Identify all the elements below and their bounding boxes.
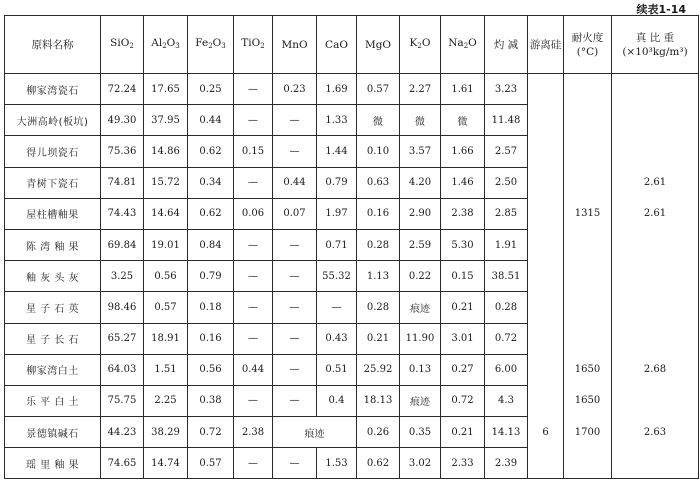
cell-tio2: — bbox=[234, 74, 273, 105]
cell-density bbox=[612, 385, 699, 416]
cell-cao: 1.33 bbox=[317, 105, 357, 136]
cell-mgo: 微 bbox=[357, 105, 400, 136]
cell-mgo: 0.16 bbox=[357, 198, 400, 229]
cell-k2o: 4.20 bbox=[400, 167, 441, 198]
cell-tio2: — bbox=[234, 292, 273, 323]
cell-fe2o3: 0.72 bbox=[188, 417, 234, 448]
header-tio2: TiO$_2$ bbox=[234, 16, 273, 74]
cell-fe2o3: 0.57 bbox=[188, 448, 234, 479]
cell-name: 釉 灰 头 灰 bbox=[5, 261, 101, 292]
table-row bbox=[5, 167, 699, 198]
cell-free-silicon bbox=[528, 323, 564, 354]
cell-fe2o3: 0.44 bbox=[188, 105, 234, 136]
cell-cao: 1.97 bbox=[317, 198, 357, 229]
cell-mgo: 0.26 bbox=[357, 417, 400, 448]
header-loss: 灼 减 bbox=[485, 16, 528, 74]
cell-mno: 0.44 bbox=[273, 167, 317, 198]
cell-k2o: 2.59 bbox=[400, 229, 441, 260]
cell-mgo: 0.57 bbox=[357, 74, 400, 105]
cell-cao: 1.53 bbox=[317, 448, 357, 479]
cell-free-silicon bbox=[528, 229, 564, 260]
table-row bbox=[5, 292, 699, 323]
cell-al2o3: 1.51 bbox=[144, 354, 188, 385]
cell-sio2: 49.30 bbox=[101, 105, 144, 136]
cell-k2o: 微 bbox=[400, 105, 441, 136]
cell-name: 乐 平 白 土 bbox=[5, 385, 101, 416]
cell-name: 柳家湾白土 bbox=[5, 354, 101, 385]
cell-na2o: 1.46 bbox=[441, 167, 485, 198]
table-row bbox=[5, 136, 699, 167]
cell-fe2o3: 0.18 bbox=[188, 292, 234, 323]
cell-fe2o3: 0.56 bbox=[188, 354, 234, 385]
header-name: 原料名称 bbox=[5, 16, 101, 74]
table-row bbox=[5, 385, 699, 416]
cell-refractoriness bbox=[564, 167, 612, 198]
header-refractoriness-unit: (°C) bbox=[576, 45, 599, 58]
cell-refractoriness bbox=[564, 448, 612, 479]
cell-mno: 0.23 bbox=[273, 74, 317, 105]
cell-na2o: 2.38 bbox=[441, 198, 485, 229]
cell-mno: — bbox=[273, 385, 317, 416]
header-free-silicon: 游离硅 bbox=[528, 16, 564, 74]
cell-density bbox=[612, 105, 699, 136]
cell-density bbox=[612, 136, 699, 167]
cell-density bbox=[612, 323, 699, 354]
cell-tio2: 2.38 bbox=[234, 417, 273, 448]
cell-k2o: 痕迹 bbox=[400, 385, 441, 416]
cell-mgo: 0.10 bbox=[357, 136, 400, 167]
cell-mno: — bbox=[273, 448, 317, 479]
cell-name: 屋柱槽釉果 bbox=[5, 198, 101, 229]
cell-cao: 0.4 bbox=[317, 385, 357, 416]
cell-free-silicon bbox=[528, 292, 564, 323]
cell-density bbox=[612, 261, 699, 292]
header-mno: MnO bbox=[273, 16, 317, 74]
cell-free-silicon: 6 bbox=[528, 417, 564, 448]
cell-loss: 0.28 bbox=[485, 292, 528, 323]
table-row bbox=[5, 354, 699, 385]
table-row bbox=[5, 229, 699, 260]
cell-al2o3: 14.64 bbox=[144, 198, 188, 229]
header-na2o: $Na_2O$ bbox=[441, 16, 485, 74]
header-density-unit: (×10³kg/m³) bbox=[622, 45, 688, 58]
cell-mno: — bbox=[273, 292, 317, 323]
cell-tio2: 0.06 bbox=[234, 198, 273, 229]
cell-sio2: 64.03 bbox=[101, 354, 144, 385]
cell-name: 星 子 长 石 bbox=[5, 323, 101, 354]
cell-fe2o3: 0.16 bbox=[188, 323, 234, 354]
cell-cao: 0.43 bbox=[317, 323, 357, 354]
cell-density: 2.63 bbox=[612, 417, 699, 448]
header-density bbox=[612, 16, 699, 74]
table-row bbox=[5, 74, 699, 105]
header-density-label: 真 比 重 bbox=[635, 31, 675, 44]
cell-k2o: 3.57 bbox=[400, 136, 441, 167]
cell-na2o: 5.30 bbox=[441, 229, 485, 260]
cell-name: 得儿坝瓷石 bbox=[5, 136, 101, 167]
cell-al2o3: 14.74 bbox=[144, 448, 188, 479]
cell-mgo: 0.21 bbox=[357, 323, 400, 354]
cell-na2o: 0.21 bbox=[441, 417, 485, 448]
cell-fe2o3: 0.84 bbox=[188, 229, 234, 260]
table-row bbox=[5, 105, 699, 136]
cell-cao: 0.51 bbox=[317, 354, 357, 385]
cell-mno: — bbox=[273, 323, 317, 354]
cell-tio2: 0.44 bbox=[234, 354, 273, 385]
cell-sio2: 74.43 bbox=[101, 198, 144, 229]
cell-tio2: 0.15 bbox=[234, 136, 273, 167]
header-mgo: MgO bbox=[357, 16, 400, 74]
header-refractoriness bbox=[564, 16, 612, 74]
cell-refractoriness bbox=[564, 74, 612, 105]
header-fe2o3: $Fe_2O_3$ bbox=[188, 16, 234, 74]
table-row bbox=[5, 417, 699, 448]
cell-al2o3: 14.86 bbox=[144, 136, 188, 167]
cell-loss: 14.13 bbox=[485, 417, 528, 448]
cell-loss: 0.72 bbox=[485, 323, 528, 354]
cell-mgo: 25.92 bbox=[357, 354, 400, 385]
cell-name: 瑶 里 釉 果 bbox=[5, 448, 101, 479]
cell-free-silicon bbox=[528, 136, 564, 167]
cell-cao: 1.69 bbox=[317, 74, 357, 105]
cell-refractoriness bbox=[564, 292, 612, 323]
cell-sio2: 69.84 bbox=[101, 229, 144, 260]
cell-tio2: — bbox=[234, 229, 273, 260]
cell-al2o3: 0.57 bbox=[144, 292, 188, 323]
cell-refractoriness bbox=[564, 323, 612, 354]
header-k2o: $K_2O$ bbox=[400, 16, 441, 74]
cell-name: 陈 湾 釉 果 bbox=[5, 229, 101, 260]
cell-density: 2.61 bbox=[612, 167, 699, 198]
cell-loss: 11.48 bbox=[485, 105, 528, 136]
cell-loss: 1.91 bbox=[485, 229, 528, 260]
cell-tio2: — bbox=[234, 167, 273, 198]
cell-sio2: 3.25 bbox=[101, 261, 144, 292]
cell-na2o: 3.01 bbox=[441, 323, 485, 354]
cell-mno: — bbox=[273, 354, 317, 385]
cell-refractoriness: 1650 bbox=[564, 354, 612, 385]
cell-density bbox=[612, 229, 699, 260]
cell-al2o3: 18.91 bbox=[144, 323, 188, 354]
cell-mno-cao-merged: 痕迹 bbox=[273, 417, 357, 448]
cell-tio2: — bbox=[234, 105, 273, 136]
cell-name: 星 子 石 英 bbox=[5, 292, 101, 323]
table-row bbox=[5, 261, 699, 292]
header-refractoriness-label: 耐火度 bbox=[571, 31, 604, 44]
cell-density bbox=[612, 448, 699, 479]
cell-fe2o3: 0.62 bbox=[188, 198, 234, 229]
cell-mno: — bbox=[273, 136, 317, 167]
cell-k2o: 11.90 bbox=[400, 323, 441, 354]
cell-refractoriness bbox=[564, 136, 612, 167]
cell-k2o: 0.22 bbox=[400, 261, 441, 292]
cell-sio2: 75.36 bbox=[101, 136, 144, 167]
table-caption: 续表1-14 bbox=[636, 3, 686, 16]
cell-free-silicon bbox=[528, 105, 564, 136]
cell-na2o: 2.33 bbox=[441, 448, 485, 479]
header-cao: CaO bbox=[317, 16, 357, 74]
cell-free-silicon bbox=[528, 354, 564, 385]
cell-free-silicon bbox=[528, 261, 564, 292]
table-row bbox=[5, 448, 699, 479]
cell-loss: 4.3 bbox=[485, 385, 528, 416]
cell-density bbox=[612, 292, 699, 323]
cell-k2o: 3.02 bbox=[400, 448, 441, 479]
cell-tio2: — bbox=[234, 323, 273, 354]
cell-k2o: 0.35 bbox=[400, 417, 441, 448]
cell-na2o: 微 bbox=[441, 105, 485, 136]
cell-sio2: 44.23 bbox=[101, 417, 144, 448]
cell-sio2: 72.24 bbox=[101, 74, 144, 105]
cell-mno: 0.07 bbox=[273, 198, 317, 229]
cell-fe2o3: 0.25 bbox=[188, 74, 234, 105]
cell-refractoriness bbox=[564, 261, 612, 292]
cell-na2o: 0.72 bbox=[441, 385, 485, 416]
cell-loss: 38.51 bbox=[485, 261, 528, 292]
cell-sio2: 75.75 bbox=[101, 385, 144, 416]
cell-cao: 1.44 bbox=[317, 136, 357, 167]
cell-k2o: 0.13 bbox=[400, 354, 441, 385]
cell-density: 2.68 bbox=[612, 354, 699, 385]
cell-mgo: 0.28 bbox=[357, 229, 400, 260]
cell-loss: 6.00 bbox=[485, 354, 528, 385]
cell-sio2: 98.46 bbox=[101, 292, 144, 323]
cell-loss: 3.23 bbox=[485, 74, 528, 105]
cell-mno: — bbox=[273, 229, 317, 260]
cell-refractoriness: 1315 bbox=[564, 198, 612, 229]
header-row bbox=[5, 16, 699, 74]
cell-al2o3: 38.29 bbox=[144, 417, 188, 448]
cell-loss: 2.50 bbox=[485, 167, 528, 198]
cell-name: 大洲高岭(板坑) bbox=[5, 105, 101, 136]
cell-loss: 2.57 bbox=[485, 136, 528, 167]
cell-free-silicon bbox=[528, 448, 564, 479]
cell-al2o3: 17.65 bbox=[144, 74, 188, 105]
cell-al2o3: 15.72 bbox=[144, 167, 188, 198]
cell-al2o3: 2.25 bbox=[144, 385, 188, 416]
table-row bbox=[5, 323, 699, 354]
cell-fe2o3: 0.34 bbox=[188, 167, 234, 198]
cell-tio2: — bbox=[234, 448, 273, 479]
cell-name: 青树下瓷石 bbox=[5, 167, 101, 198]
cell-density bbox=[612, 74, 699, 105]
cell-free-silicon bbox=[528, 198, 564, 229]
cell-mno: — bbox=[273, 261, 317, 292]
cell-mgo: 0.63 bbox=[357, 167, 400, 198]
cell-na2o: 1.66 bbox=[441, 136, 485, 167]
cell-sio2: 74.65 bbox=[101, 448, 144, 479]
cell-na2o: 0.27 bbox=[441, 354, 485, 385]
cell-density: 2.61 bbox=[612, 198, 699, 229]
cell-mgo: 1.13 bbox=[357, 261, 400, 292]
cell-loss: 2.39 bbox=[485, 448, 528, 479]
cell-k2o: 痕迹 bbox=[400, 292, 441, 323]
cell-sio2: 74.81 bbox=[101, 167, 144, 198]
composition-table bbox=[4, 15, 699, 479]
cell-al2o3: 19.01 bbox=[144, 229, 188, 260]
cell-al2o3: 0.56 bbox=[144, 261, 188, 292]
cell-k2o: 2.90 bbox=[400, 198, 441, 229]
cell-fe2o3: 0.38 bbox=[188, 385, 234, 416]
cell-refractoriness: 1650 bbox=[564, 385, 612, 416]
cell-cao: 0.79 bbox=[317, 167, 357, 198]
cell-cao: 55.32 bbox=[317, 261, 357, 292]
cell-tio2: — bbox=[234, 385, 273, 416]
cell-name: 景德镇碱石 bbox=[5, 417, 101, 448]
cell-name: 柳家湾瓷石 bbox=[5, 74, 101, 105]
cell-mno: — bbox=[273, 105, 317, 136]
cell-k2o: 2.27 bbox=[400, 74, 441, 105]
header-al2o3: $Al_2O_3$ bbox=[144, 16, 188, 74]
cell-free-silicon bbox=[528, 385, 564, 416]
cell-free-silicon bbox=[528, 74, 564, 105]
cell-loss: 2.85 bbox=[485, 198, 528, 229]
cell-sio2: 65.27 bbox=[101, 323, 144, 354]
cell-fe2o3: 0.79 bbox=[188, 261, 234, 292]
header-sio2: SiO$_2$ bbox=[101, 16, 144, 74]
cell-refractoriness: 1700 bbox=[564, 417, 612, 448]
cell-mgo: 0.28 bbox=[357, 292, 400, 323]
cell-mgo: 0.62 bbox=[357, 448, 400, 479]
cell-cao: — bbox=[317, 292, 357, 323]
cell-free-silicon bbox=[528, 167, 564, 198]
cell-na2o: 1.61 bbox=[441, 74, 485, 105]
cell-refractoriness bbox=[564, 105, 612, 136]
cell-na2o: 0.21 bbox=[441, 292, 485, 323]
table-row bbox=[5, 198, 699, 229]
cell-mgo: 18.13 bbox=[357, 385, 400, 416]
cell-na2o: 0.15 bbox=[441, 261, 485, 292]
cell-al2o3: 37.95 bbox=[144, 105, 188, 136]
cell-refractoriness bbox=[564, 229, 612, 260]
cell-cao: 0.71 bbox=[317, 229, 357, 260]
cell-fe2o3: 0.62 bbox=[188, 136, 234, 167]
cell-tio2: — bbox=[234, 261, 273, 292]
